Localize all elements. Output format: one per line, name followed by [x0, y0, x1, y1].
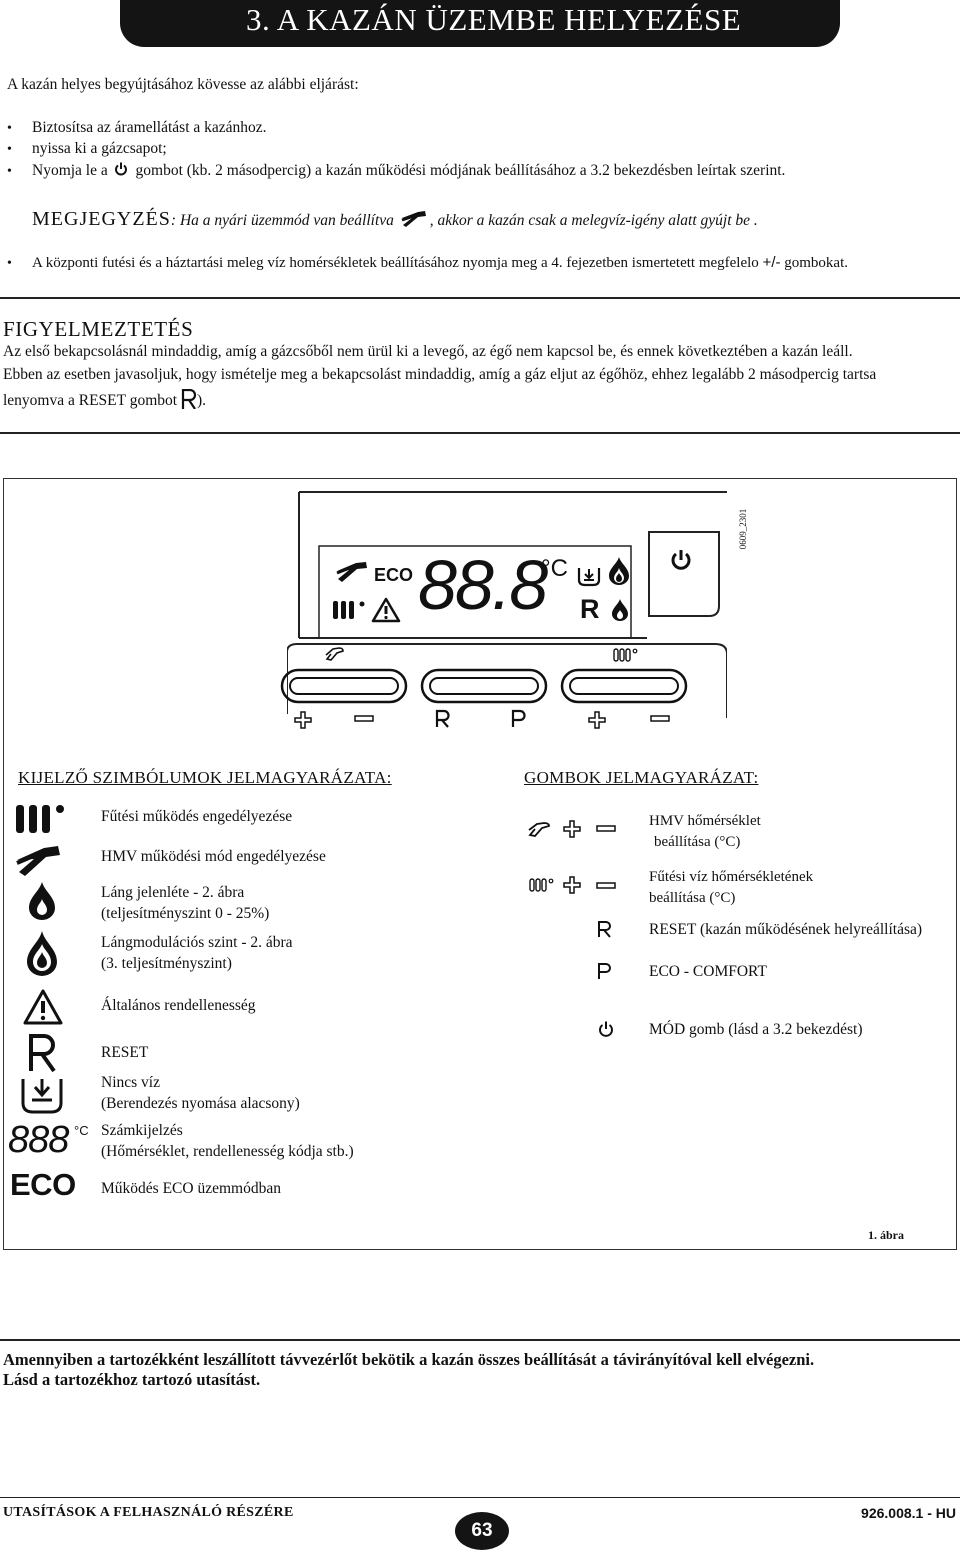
warning-line-2: Ebben az esetben javasoljuk, hogy ismételje meg a bekapcsolást mindaddig, amíg a gáz eljut az égőhöz, ehhez legalább 2 másodpercig tartsa — [3, 366, 877, 383]
tap-small-icon — [528, 820, 552, 838]
legend-heating: Fűtési működés engedélyezése — [101, 808, 293, 825]
note-colon: : — [170, 212, 177, 229]
title-bar — [120, 0, 840, 47]
minus-icon[interactable] — [650, 715, 670, 723]
plus-icon[interactable] — [294, 711, 312, 729]
plus-icon[interactable] — [588, 711, 606, 729]
legend-right-heading: GOMBOK JELMAGYARÁZAT: — [524, 768, 759, 787]
power-icon — [598, 1021, 614, 1037]
footer-left: UTASÍTÁSOK A FELHASZNÁLÓ RÉSZÉRE — [3, 1505, 294, 1520]
legend-water-a: Nincs víz — [101, 1074, 160, 1091]
lcd-reset-letter: R — [580, 594, 600, 624]
water-icon — [20, 1075, 64, 1115]
step-3-post: gombot (kb. 2 másodpercig) a kazán működési módjának beállításához a 3.2 bekezdésben leírtak szerint. — [135, 162, 786, 179]
legend-water-b: (Berendezés nyomása alacsony) — [101, 1095, 300, 1112]
radiator-small-icon — [613, 648, 639, 662]
legend-fault: Általános rendellenesség — [101, 997, 256, 1014]
bullet-dot: • — [7, 121, 12, 136]
legend-digits-unit: °C — [74, 1123, 89, 1138]
tap-icon — [16, 840, 68, 880]
note-text-pre: Ha a nyári üzemmód van beállítva — [179, 212, 394, 229]
lcd-tap-icon — [336, 557, 376, 585]
reset-r-icon — [181, 389, 197, 409]
legend-eco-icon: ECO — [10, 1167, 76, 1202]
flame-modulation-icon — [26, 930, 58, 978]
flame-small-icon — [611, 598, 629, 622]
warning-line-3-post: ). — [196, 392, 206, 409]
minus-icon — [596, 825, 616, 833]
tap-small-icon — [325, 646, 345, 662]
footer-divider — [0, 1497, 960, 1498]
plus-icon — [563, 820, 581, 838]
minus-icon — [596, 882, 616, 890]
bullet-4 — [32, 254, 848, 272]
warning-line-3-pre: lenyomva a RESET gombot — [3, 392, 178, 409]
legend-digits-icon: 888 — [8, 1119, 69, 1161]
reset-r-icon — [28, 1034, 58, 1072]
remote-note-line-2: Lásd a tartozékhoz tartozó utasítást. — [3, 1370, 261, 1389]
legend-btn-heat-b: beállítása (°C) — [649, 890, 736, 906]
legend-dhw: HMV működési mód engedélyezése — [101, 848, 326, 865]
bullet-4-sym: +/- — [762, 254, 781, 271]
legend-btn-mode: MÓD gomb (lásd a 3.2 bekezdést) — [649, 1021, 863, 1038]
legend-btn-reset: RESET (kazán működésének helyreállítása) — [649, 921, 923, 938]
legend-digits-a: Számkijelzés — [101, 1122, 183, 1139]
legend-btn-eco: ECO - COMFORT — [649, 963, 767, 980]
reset-r-icon[interactable] — [436, 710, 450, 728]
bullet-4-tail: gombokat. — [784, 255, 848, 271]
water-icon — [577, 564, 601, 588]
bullet-4-text: A központi futési és a háztartási meleg víz homérsékletek beállításához nyomja meg a 4. fejezetben ismertetett megfelelo — [32, 255, 759, 271]
bullet-dot: • — [7, 256, 12, 271]
reset-r-icon — [598, 921, 612, 938]
legend-flame-2 — [101, 932, 293, 974]
p-icon[interactable] — [512, 710, 526, 728]
radiator-small-icon — [529, 878, 555, 892]
legend-flame-2-b: (3. teljesítményszint) — [101, 955, 232, 972]
legend-btn-heat-a: Fűtési víz hőmérsékletének — [649, 869, 814, 885]
step-2: nyissa ki a gázcsapot; — [32, 140, 167, 157]
minus-icon[interactable] — [354, 715, 374, 723]
power-icon[interactable] — [670, 549, 692, 571]
intro-text: A kazán helyes begyújtásához kövesse az alábbi eljárást: — [7, 76, 359, 93]
flame-icon — [28, 881, 56, 921]
flame-icon — [608, 556, 630, 586]
step-3 — [32, 162, 785, 180]
tap-icon — [400, 208, 430, 230]
page-number: 63 — [455, 1512, 509, 1550]
legend-flame-1 — [101, 882, 269, 924]
radiator-icon — [333, 600, 367, 620]
legend-btn-heat — [649, 867, 813, 909]
lcd-digits: 88.8 — [418, 546, 547, 624]
divider — [0, 1339, 960, 1341]
note-label: MEGJEGYZÉS — [32, 208, 171, 230]
bullet-dot: • — [7, 142, 12, 157]
panel-buttons — [280, 660, 700, 740]
remote-note-line-1: Amennyiben a tartozékként leszállított távvezérlőt bekötik a kazán összes beállítását a távirányítóval kell elvégezni. — [3, 1350, 815, 1369]
warning-icon — [371, 597, 401, 623]
legend-btn-dhw — [649, 811, 761, 853]
figure-code-wrap — [737, 500, 749, 560]
step-1: Biztosítsa az áramellátást a kazánhoz. — [32, 119, 267, 136]
legend-left-heading: KIJELZŐ SZIMBÓLUMOK JELMAGYARÁZATA: — [18, 768, 392, 787]
radiator-icon — [16, 803, 68, 835]
figure-code: 0609_2301 — [738, 508, 748, 550]
p-icon — [598, 963, 612, 980]
legend-reset: RESET — [101, 1044, 149, 1061]
warning-line-1: Az első bekapcsolásnál mindaddig, amíg a gázcsőből nem ürül ki a levegő, az égő nem kapcsol be, és ennek következtében a kazán leáll. — [3, 343, 853, 360]
legend-btn-dhw-b: beállítása (°C) — [654, 834, 741, 850]
legend-flame-2-a: Lángmodulációs szint - 2. ábra — [101, 934, 293, 951]
divider — [0, 297, 960, 299]
legend-digits-b: (Hőmérséklet, rendellenesség kódja stb.) — [101, 1143, 354, 1160]
warning-icon — [22, 988, 64, 1026]
legend-eco: Működés ECO üzemmódban — [101, 1180, 281, 1197]
warning-title: FIGYELMEZTETÉS — [3, 317, 194, 341]
warning-line-3 — [3, 389, 206, 410]
divider — [0, 432, 960, 434]
lcd-eco: ECO — [374, 565, 414, 585]
note-text-post: , akkor a kazán csak a melegvíz-igény alatt gyújt be . — [429, 212, 758, 229]
page-title: 3. A KAZÁN ÜZEMBE HELYEZÉSE — [246, 2, 742, 37]
legend-flame-1-a: Láng jelenléte - 2. ábra — [101, 884, 245, 901]
legend-btn-dhw-a: HMV hőmérséklet — [649, 813, 761, 829]
figure-caption: 1. ábra — [868, 1228, 904, 1242]
legend-flame-1-b: (teljesítményszint 0 - 25%) — [101, 905, 270, 922]
bullet-dot: • — [7, 164, 12, 179]
legend-water — [101, 1072, 300, 1114]
power-icon — [114, 162, 128, 176]
legend-digits — [101, 1120, 354, 1162]
lcd-unit: °C — [541, 555, 568, 582]
step-3-pre: Nyomja le a — [32, 162, 108, 179]
note — [32, 208, 758, 231]
plus-icon — [563, 876, 581, 894]
footer-right: 926.008.1 - HU — [861, 1505, 956, 1521]
